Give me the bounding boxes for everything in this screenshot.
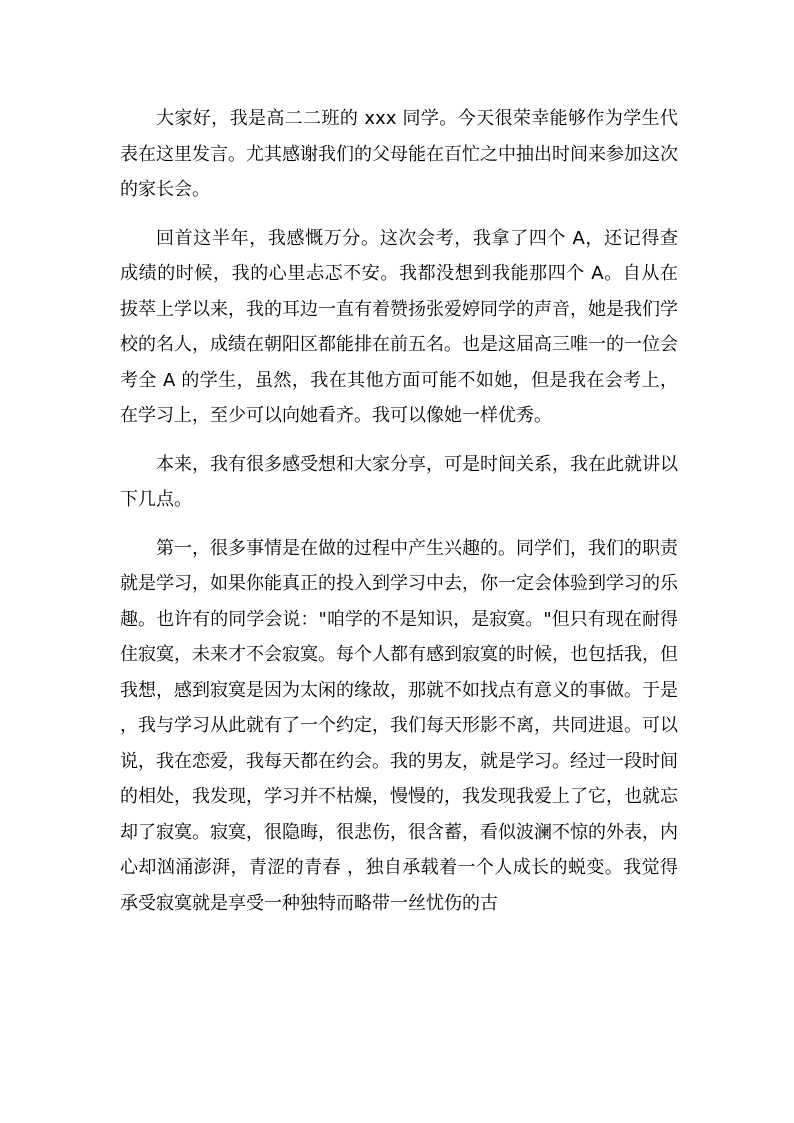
paragraph-point-one: 第一，很多事情是在做的过程中产生兴趣的。同学们，我们的职责就是学习，如果你能真正的投入到学习中去，你一定会体验到学习的乐趣。也许有的同学会说："咱学的不是知识，是寂寞。"但只有现在耐得住寂寞，未来才不会寂寞。每个人都有感到寂寞的时候，也包括我，但我想，感到寂寞是因为太闲的缘故，那就不如找点有意义的事做。于是，我与学习从此就有了一个约定，我们每天形影不离，共同进退。可以说，我在恋爱，我每天都在约会。我的男友，就是学习。经过一段时间的相处，我发现，学习并不枯燥，慢慢的，我发现我爱上了它，也就忘却了寂寞。寂寞，很隐晦，很悲伤，很含蓄，看似波澜不惊的外表，内心却汹涌澎湃，青涩的青春 ，独自承载着一个人成长的蜕变。我觉得承受寂寞就是享受一种独特而略带一丝忧伤的古	[120, 537, 678, 914]
paragraph-intro-points: 本来，我有很多感受想和大家分享，可是时间关系，我在此就讲以下几点。	[120, 453, 678, 510]
paragraph-reflection: 回首这半年，我感慨万分。这次会考，我拿了四个 A，还记得查成绩的时候，我的心里忐忑不安。我都没想到我能那四个 A。自从在拔萃上学以来，我的耳边一直有着赞扬张爱婷同学的声音，她是我们学校的名人，成绩在朝阳区都能排在前五名。也是这届高三唯一的一位会考全 A 的学生，虽然，我在其他方面可能不如她，但是我在会考上，在学习上，至少可以向她看齐。我可以像她一样优秀。	[120, 227, 678, 426]
speech-body	[120, 101, 678, 934]
paragraph-greeting: 大家好，我是高二二班的 xxx 同学。今天很荣幸能够作为学生代表在这里发言。尤其感谢我们的父母能在百忙之中抽出时间来参加这次的家长会。	[120, 108, 678, 200]
